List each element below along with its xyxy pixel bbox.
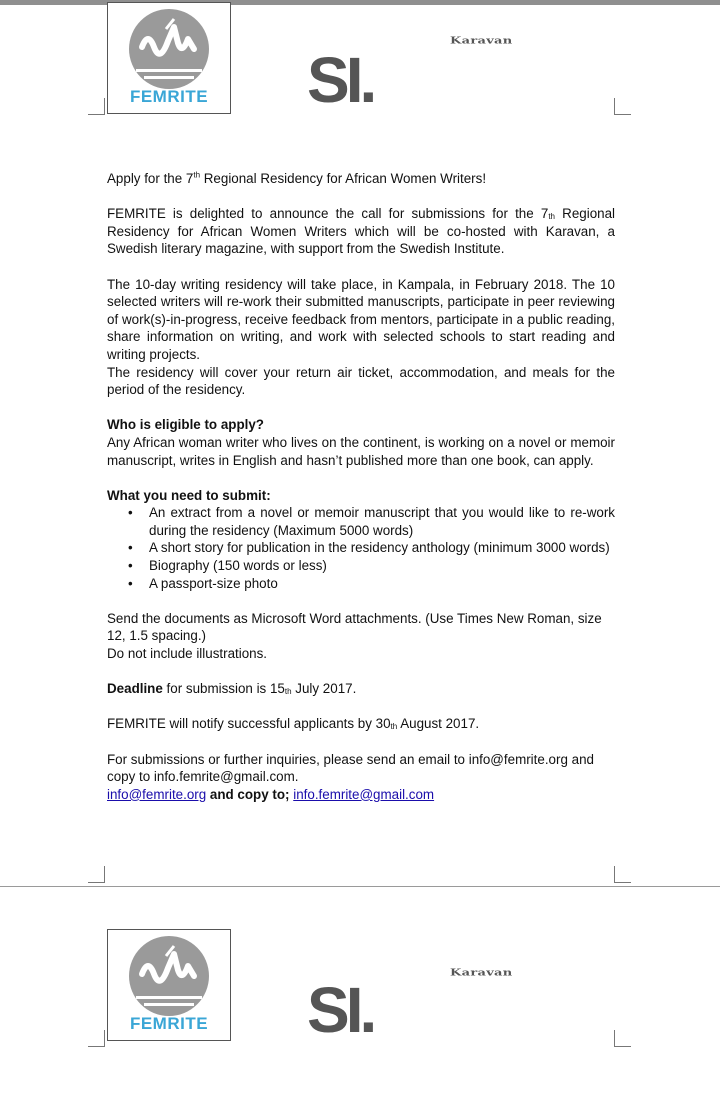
- cover-paragraph: The residency will cover your return air ticket, accommodation, and meals for the period of the residency.: [107, 364, 615, 398]
- eligibility-paragraph: Any African woman writer who lives on the continent, is working on a novel or memoir manuscript, writes in English and hasn’t published more than one book, can apply.: [107, 434, 615, 468]
- karavan-logo: Karavan: [450, 36, 513, 47]
- illustrations-note: Do not include illustrations.: [107, 646, 268, 662]
- residency-paragraph: The 10-day writing residency will take place, in Kampala, in February 2018. The 10 selected writers will re-work their submitted manuscripts, participate in peer reviewing of work(s)-in-progress, receive feedback from mentors, participate in a public reading, share information on writing, and work with selected schools to start reading and writing projects.: [107, 276, 615, 362]
- document-body: [107, 170, 615, 803]
- si-logo: SI.: [307, 44, 374, 116]
- list-item: • Biography (150 words or less): [149, 557, 615, 575]
- femrite-emblem-icon: [122, 936, 216, 1016]
- femrite-emblem-icon: [122, 9, 216, 89]
- submit-heading: What you need to submit:: [107, 487, 271, 503]
- karavan-logo: Karavan: [450, 968, 513, 979]
- list-item: • A passport-size photo: [149, 575, 615, 593]
- page-corner-mark: [88, 1030, 105, 1047]
- notify-paragraph: FEMRITE will notify successful applicants by $30_{th}$ August 2017.: [107, 716, 480, 732]
- document-title: Apply for the 7th Regional Residency for African Women Writers!: [107, 170, 487, 186]
- intro-paragraph: FEMRITE is delighted to announce the call for submissions for the $7_{th}$ Regional Residency for African Women Writers which will be co-hosted with Karavan, a Swedish literary magazine, with support from the Swedish Institute.: [107, 206, 616, 257]
- femrite-email-link[interactable]: info@femrite.org: [107, 786, 207, 802]
- femrite-wordmark: FEMRITE: [129, 1014, 209, 1033]
- requirements-list: [107, 504, 615, 592]
- femrite-wordmark: FEMRITE: [129, 87, 209, 106]
- list-item: • An extract from a novel or memoir manuscript that you would like to re-work during the residency (Maximum 5000 words): [149, 504, 615, 539]
- page-corner-mark: [614, 1030, 631, 1047]
- page-corner-mark: [88, 98, 105, 115]
- page-corner-mark: [88, 866, 105, 883]
- contact-links: info@femrite.org and copy to; info.femrite@gmail.com: [107, 786, 435, 802]
- contact-paragraph: For submissions or further inquiries, please send an email to info@femrite.org and copy to info.femrite@gmail.com.: [107, 751, 594, 785]
- eligibility-heading: Who is eligible to apply?: [107, 417, 264, 433]
- femrite-logo: [107, 929, 231, 1041]
- documents-paragraph: Send the documents as Microsoft Word attachments. (Use Times New Roman, size 12, 1.5 spacing.): [107, 610, 602, 644]
- list-item: • A short story for publication in the residency anthology (minimum 3000 words): [149, 539, 615, 557]
- page-corner-mark: [614, 866, 631, 883]
- si-logo: SI.: [307, 974, 374, 1046]
- femrite-logo: [107, 2, 231, 114]
- femrite-gmail-link[interactable]: info.femrite@gmail.com: [293, 786, 435, 802]
- page-corner-mark: [614, 98, 631, 115]
- page-separator: [0, 886, 720, 887]
- deadline-paragraph: Deadline for submission is $15_{th}$ July 2017.: [107, 681, 357, 697]
